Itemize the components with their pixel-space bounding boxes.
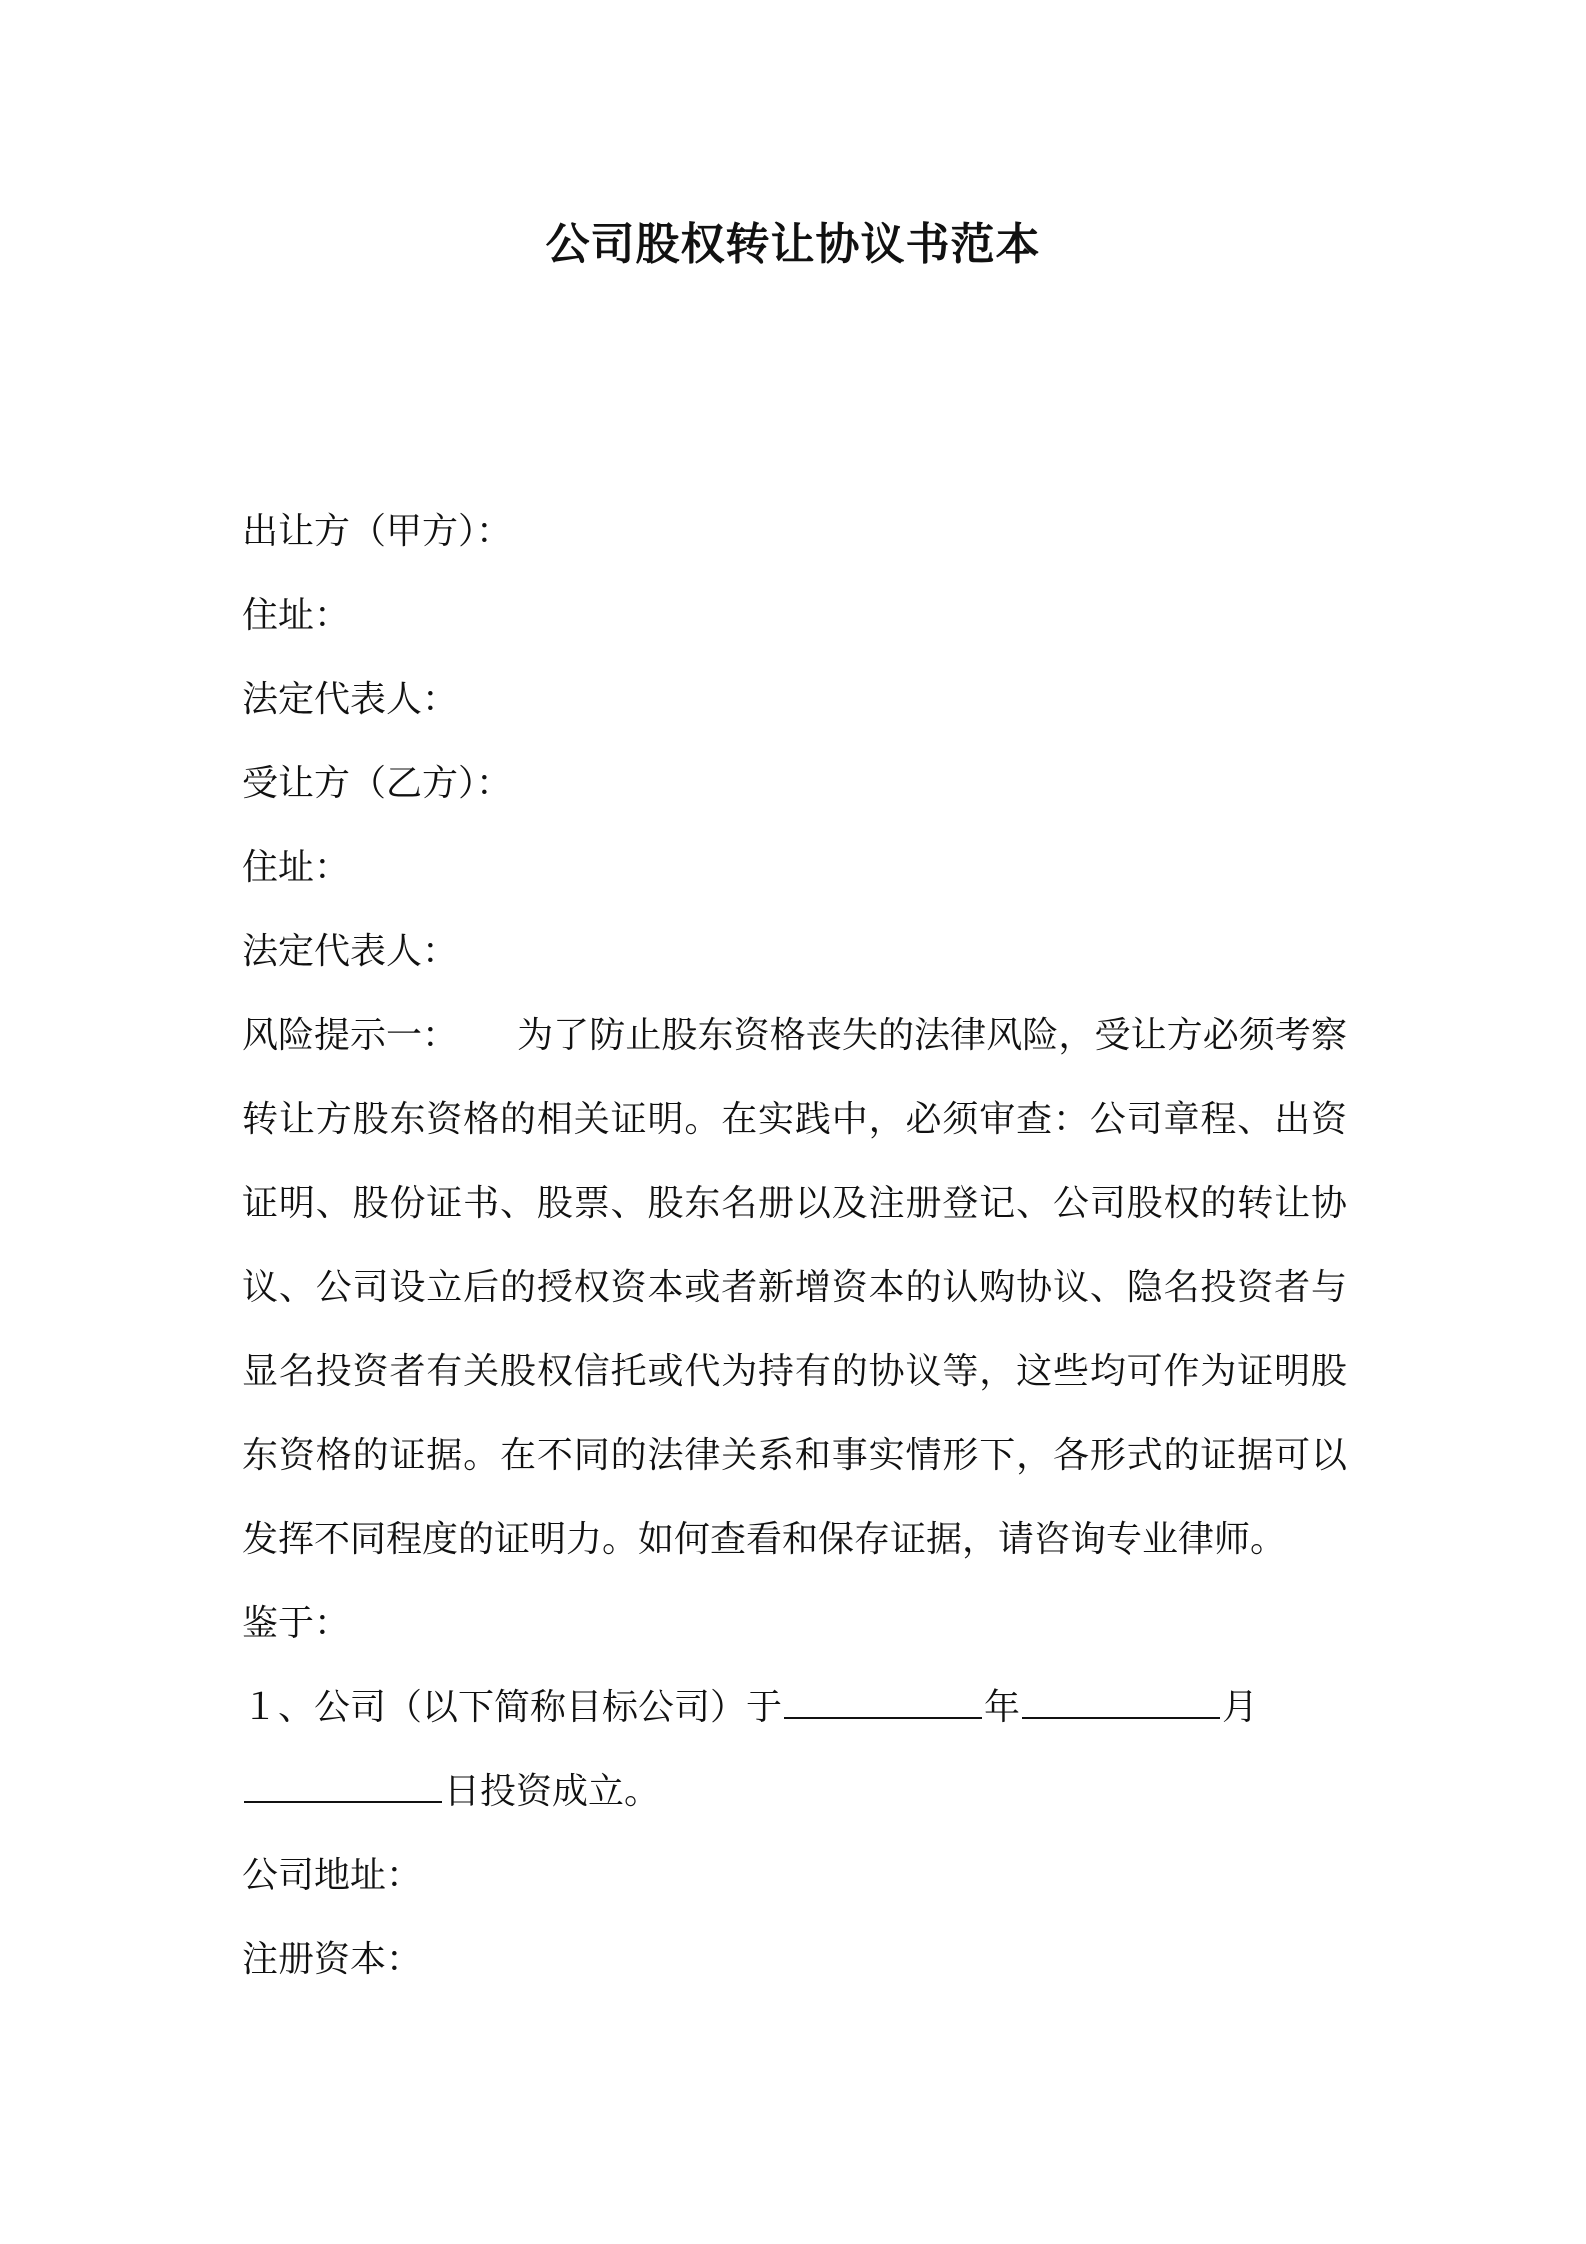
year-blank (784, 1691, 982, 1719)
risk-warning-paragraph (242, 994, 1347, 1582)
company-address-label: 公司地址： (242, 1855, 423, 1896)
risk-warning-label: 风险提示一： (242, 1015, 459, 1056)
day-blank (244, 1775, 442, 1803)
address-a-label: 住址： (242, 595, 351, 636)
document-title: 公司股权转让协议书范本 (545, 219, 1041, 270)
risk-warning-text: 为了防止股东资格丧失的法律风险，受让方必须考察转让方股东资格的相关证明。在实践中，必须审查：公司章程、出资证明、股份证书、股票、股东名册以及注册登记、公司股权的转让协议、公司设立后的授权资本或者新增资本的认购协议、隐名投资者与显名投资者有关股权信托或代为持有的协议等，这些均可作为证明股东资格的证据。在不同的法律关系和事实情形下，各形式的证据可以发挥不同程度的证明力。如何查看和保存证据，请咨询专业律师。 (242, 1015, 1347, 1560)
registered-capital-label: 注册资本： (242, 1939, 423, 1980)
month-blank (1022, 1691, 1220, 1719)
document-body (242, 490, 1347, 2002)
party-b-label: 受让方（乙方）： (242, 763, 513, 804)
party-a-label: 出让方（甲方）： (242, 511, 513, 552)
clause-1-month: 月 (1222, 1687, 1259, 1728)
clause-1-suffix: 日投资成立。 (444, 1771, 661, 1812)
address-b-label: 住址： (242, 847, 351, 888)
legal-rep-b-label: 法定代表人： (242, 931, 459, 972)
clause-1 (242, 1666, 1347, 1834)
clause-1-year: 年 (984, 1687, 1021, 1728)
legal-rep-a-label: 法定代表人： (242, 679, 459, 720)
whereas-label: 鉴于： (242, 1603, 351, 1644)
clause-1-prefix: １、公司（以下简称目标公司）于 (242, 1687, 783, 1728)
